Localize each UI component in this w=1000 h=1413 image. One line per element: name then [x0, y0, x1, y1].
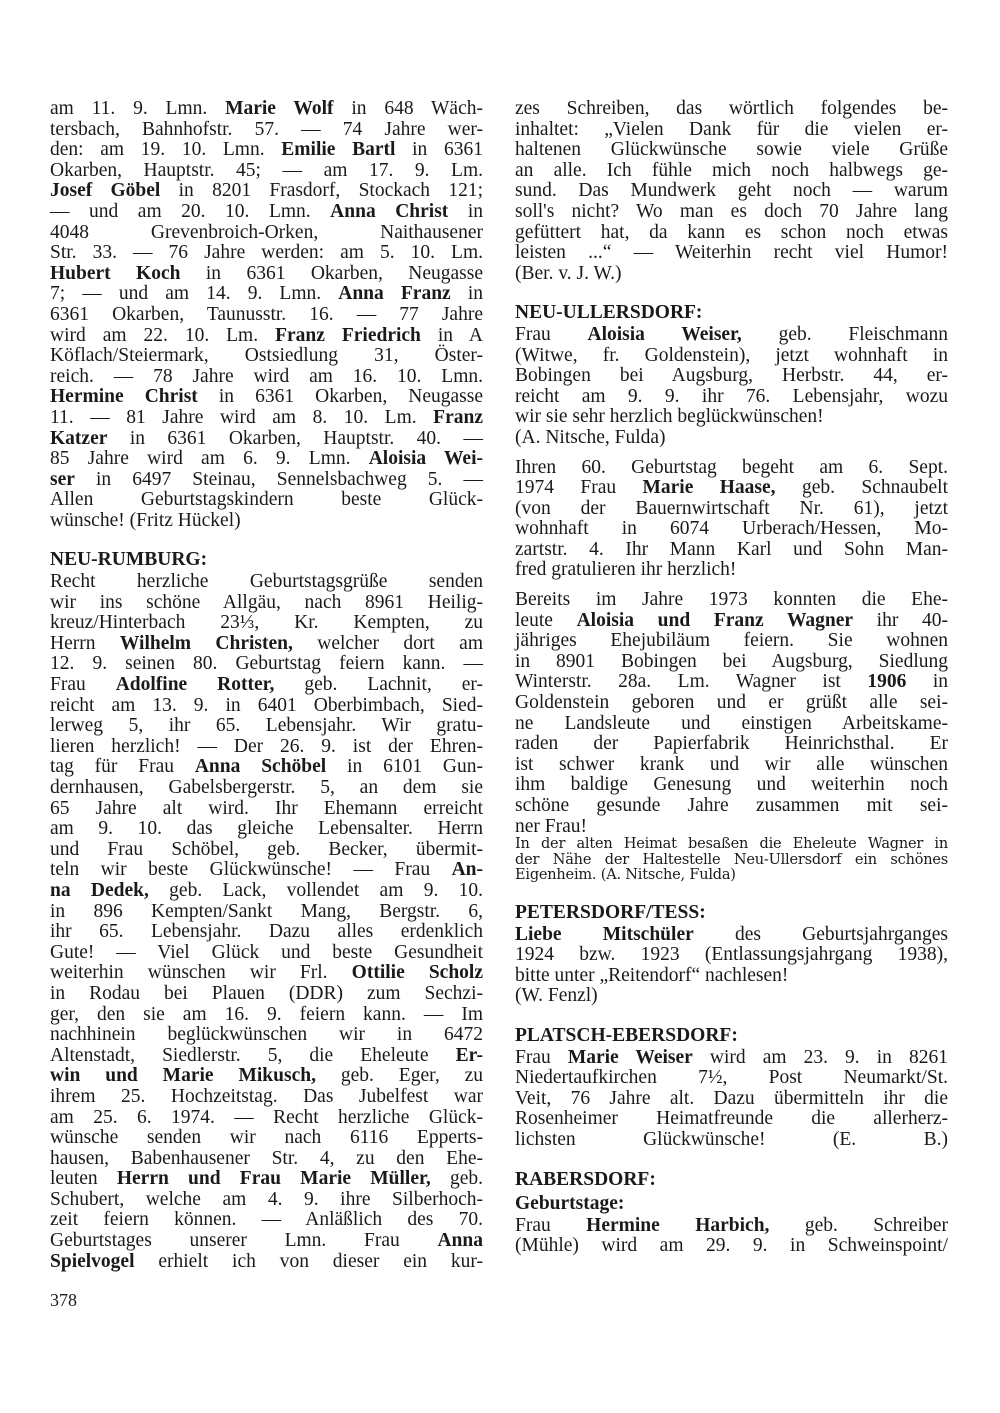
text-line [515, 868, 948, 884]
text-line [50, 243, 483, 264]
text-segment: RABERSDORF: [515, 1168, 656, 1190]
text-segment: zes Schreiben, das wörtlich folgendes be- [515, 98, 948, 119]
bold-name: Adolfine Rotter, [115, 674, 275, 696]
text-line [50, 550, 483, 571]
paragraph [50, 572, 483, 1272]
text-segment: Frau [50, 674, 116, 696]
text-segment: wünsche! (Fritz Hückel) [50, 509, 241, 531]
text-line [515, 99, 948, 120]
text-segment: ihr 40- [853, 609, 948, 631]
text-segment: (von der Bauernwirtschaft Nr. 61), jetzt [515, 497, 948, 519]
text-line [515, 1170, 948, 1191]
text-line [515, 945, 948, 966]
section-heading [515, 1170, 948, 1191]
bold-name: Marie Weiser [567, 1046, 693, 1068]
text-segment: des Geburtsjahrganges [693, 923, 949, 945]
author-signature [515, 428, 948, 449]
text-segment: in 6497 Steinau, Sennelsbachweg 5. — [74, 468, 483, 490]
bold-name: Marie Haase, [642, 477, 776, 499]
bold-name: na Dedek, [50, 879, 149, 901]
text-segment: wohnhaft in 6074 Urberach/Hessen, Mo- [515, 518, 948, 540]
text-line [50, 264, 483, 285]
text-line [50, 1210, 483, 1231]
text-segment: erhielt ich von dieser ein kur- [134, 1250, 483, 1272]
text-segment: in A [420, 324, 483, 346]
text-segment: tersbach, Bahnhofstr. 57. — 74 Jahre wer- [50, 118, 483, 140]
bold-name: Anna Franz [338, 283, 451, 305]
text-segment: geb. Lack, vollendet am 9. 10. [148, 879, 483, 901]
text-line [515, 387, 948, 408]
text-line [515, 407, 948, 428]
text-line [50, 881, 483, 902]
text-segment: an alle. Ich fühle mich noch halbwegs ge- [515, 159, 948, 181]
text-line [50, 470, 483, 491]
section-heading [515, 1194, 948, 1215]
bold-name: win und Marie Mikusch, [50, 1065, 316, 1087]
text-segment: in 6361 Okarben, Neugasse [180, 262, 483, 284]
text-segment: der Nähe der Haltestelle Neu-Ullersdorf ein schönes [515, 851, 948, 868]
section-heading [515, 303, 948, 324]
bold-name: Franz [433, 406, 483, 428]
text-segment: Altenstadt, Siedlerstr. 5, die Eheleute [50, 1044, 456, 1066]
text-segment: 1974 Frau [515, 477, 643, 499]
text-line [50, 387, 483, 408]
bold-name: Herrn und Frau Marie Müller, [116, 1168, 431, 1190]
bold-name: An- [451, 859, 483, 881]
text-segment: Schubert, welche am 4. 9. ihre Silberhoch- [50, 1188, 483, 1210]
text-segment: und Frau Schöbel, geb. Becker, übermit- [50, 838, 483, 860]
text-line [515, 366, 948, 387]
text-line [515, 611, 948, 632]
bold-name: Josef Göbel [50, 180, 161, 202]
bold-name: Wilhelm Christen, [119, 632, 293, 654]
text-line [50, 490, 483, 511]
bold-name: 1906 [867, 671, 907, 693]
text-segment: Okarben, Hauptstr. 45; — am 17. 9. Lm. [50, 159, 483, 181]
paragraph [515, 1048, 948, 1151]
text-line [50, 860, 483, 881]
text-line [515, 540, 948, 561]
paragraph [515, 925, 948, 987]
text-line [515, 714, 948, 735]
text-segment: Allen Geburtstagskindern beste Glück- [50, 489, 483, 511]
text-segment: 12. 9. seinen 80. Geburtstag feiern kann. — [50, 653, 483, 675]
text-line [50, 1025, 483, 1046]
text-line [50, 572, 483, 593]
text-line [515, 817, 948, 838]
text-line [50, 223, 483, 244]
paragraph [50, 99, 483, 531]
text-segment: raden der Papierfabrik Heinrichsthal. Er [515, 733, 948, 755]
text-segment: wir ins schöne Allgäu, nach 8961 Heilig- [50, 591, 483, 613]
text-segment: Geburtstage: [515, 1193, 625, 1215]
author-signature [515, 264, 948, 285]
text-segment: tag für Frau [50, 756, 195, 778]
text-segment: Frau [515, 1214, 587, 1236]
text-segment: wünsche senden wir nach 6116 Epperts- [50, 1127, 483, 1149]
text-line [515, 903, 948, 924]
text-line [515, 1068, 948, 1089]
text-line [515, 264, 948, 285]
text-segment: Winterstr. 28a. Lm. Wagner ist [515, 671, 868, 693]
text-segment: geb. Lachnit, er- [274, 674, 483, 696]
text-segment: NEU-RUMBURG: [50, 549, 208, 571]
text-line [50, 1066, 483, 1087]
bold-name: Aloisia und Franz Wagner [576, 609, 854, 631]
text-line [515, 590, 948, 611]
bold-name: Liebe Mitschüler [515, 923, 694, 945]
paragraph [515, 1216, 948, 1257]
text-line [515, 478, 948, 499]
text-segment: am 11. 9. Lmn. [50, 98, 226, 119]
text-segment: geb. Eger, zu [315, 1065, 483, 1087]
text-line [50, 819, 483, 840]
footnote-paragraph [515, 837, 948, 884]
text-segment: Recht herzliche Geburtstagsgrüße senden [50, 571, 483, 593]
text-line [515, 1216, 948, 1237]
text-segment: PETERSDORF/TESS: [515, 901, 706, 923]
paragraph [515, 458, 948, 582]
text-line [515, 140, 948, 161]
text-line [515, 1089, 948, 1110]
text-segment: zeit feiern können. — Anläßlich des 70. [50, 1209, 483, 1231]
text-segment: welcher dort am [292, 632, 483, 654]
text-line [515, 853, 948, 869]
text-segment: in Rodau bei Plauen (DDR) zum Sechzi- [50, 982, 483, 1004]
text-segment: in 896 Kempten/Sankt Mang, Bergstr. 6, [50, 900, 483, 922]
text-segment: reich. — 78 Jahre wird am 16. 10. Lmn. [50, 365, 483, 387]
text-segment: 1924 bzw. 1923 (Entlassungsjahrgang 1938), [515, 944, 948, 966]
text-line [50, 593, 483, 614]
text-line [50, 1108, 483, 1129]
text-line [50, 1087, 483, 1108]
text-segment: lichsten Glückwünsche! (E. B.) [515, 1128, 948, 1150]
text-segment: reicht am 9. 9. ihr 76. Lebensjahr, wozu [515, 385, 948, 407]
bold-name: Katzer [50, 427, 108, 449]
text-line [50, 963, 483, 984]
text-segment: ger, den sie am 16. 9. feiern kann. — Im [50, 1003, 483, 1025]
text-segment: Rosenheimer Heimatfreunde die allerherz- [515, 1108, 948, 1130]
text-segment: ihm baldige Genesung und weiterhin noch [515, 774, 948, 796]
text-line [515, 631, 948, 652]
text-segment: Herrn [50, 632, 120, 654]
author-signature [515, 986, 948, 1007]
text-segment: geb. Schreiber [769, 1214, 948, 1236]
text-line [515, 925, 948, 946]
text-line [50, 757, 483, 778]
paragraph [515, 99, 948, 264]
text-segment: ner Frau! [515, 815, 588, 837]
text-segment: lieren herzlich! — Der 26. 9. ist der Ehren- [50, 735, 483, 757]
text-segment: in [906, 671, 948, 693]
text-segment: haltenen Glückwünsche sowie viele Grüße [515, 139, 948, 161]
text-segment: ist schwer krank und wir alle wünschen [515, 753, 948, 775]
text-line [515, 325, 948, 346]
text-line [50, 943, 483, 964]
text-segment: den: am 19. 10. Lmn. [50, 139, 282, 161]
text-segment: Str. 33. — 76 Jahre werden: am 5. 10. Lm. [50, 242, 483, 264]
text-segment: gefüttert hat, da kann es schon noch etwas [515, 221, 948, 243]
text-segment: Goldenstein geboren und er grüßt alle sei- [515, 692, 948, 714]
text-line [50, 181, 483, 202]
text-segment: soll's nicht? Wo man es doch 70 Jahre lang [515, 200, 948, 222]
text-segment: ihrem 25. Hochzeitstag. Das Jubelfest war [50, 1085, 483, 1107]
text-line [515, 346, 948, 367]
text-line [515, 775, 948, 796]
column-left [50, 99, 483, 1272]
text-line [515, 693, 948, 714]
text-line [515, 986, 948, 1007]
bold-name: Er- [455, 1044, 483, 1066]
text-segment: am 25. 6. 1974. — Recht herzliche Glück- [50, 1106, 483, 1128]
text-segment: Veit, 76 Jahre alt. Dazu übermitteln ihr die [515, 1087, 948, 1109]
text-line [50, 326, 483, 347]
text-segment: in 8201 Frasdorf, Stockach 121; [160, 180, 483, 202]
text-segment: leuten [50, 1168, 117, 1190]
text-line [515, 1194, 948, 1215]
text-segment: Geburtstages unserer Lmn. Frau [50, 1230, 438, 1252]
text-line [50, 613, 483, 634]
text-line [515, 1236, 948, 1257]
text-segment: 6361 Okarben, Taunusstr. 16. — 77 Jahre [50, 303, 483, 325]
text-line [515, 734, 948, 755]
text-segment: 7; — und am 14. 9. Lmn. [50, 283, 339, 305]
bold-name: ser [50, 468, 75, 490]
text-line [50, 346, 483, 367]
text-line [50, 696, 483, 717]
bold-name: Anna Christ [330, 200, 449, 222]
text-line [50, 737, 483, 758]
text-segment: geb. Fleischmann [741, 323, 948, 345]
text-segment: Niedertaufkirchen 7½, Post Neumarkt/St. [515, 1067, 948, 1089]
text-line [515, 1026, 948, 1047]
text-line [50, 654, 483, 675]
text-segment: leisten ...“ — Weiterhin recht viel Humor! [515, 242, 948, 264]
text-segment: in 8901 Bobingen bei Augsburg, Siedlung [515, 650, 948, 672]
text-segment: geb. Schnaubelt [775, 477, 948, 499]
text-line [50, 202, 483, 223]
text-segment: Gute! — Viel Glück und beste Gesundheit [50, 941, 483, 963]
text-line [515, 202, 948, 223]
text-line [50, 634, 483, 655]
text-segment: sund. Das Mundwerk geht noch — warum [515, 180, 948, 202]
bold-name: Aloisia Weiser, [587, 323, 742, 345]
text-line [515, 837, 948, 853]
text-line [50, 984, 483, 1005]
text-segment: leute [515, 609, 577, 631]
text-line [50, 716, 483, 737]
text-segment: kreuz/Hinterbach 23⅓, Kr. Kempten, zu [50, 612, 483, 634]
text-line [50, 367, 483, 388]
text-segment: in 6101 Gun- [326, 756, 484, 778]
text-segment: schöne gesunde Jahre zusammen mit sei- [515, 795, 948, 816]
text-segment: nachhinein beglückwünschen wir in 6472 [50, 1024, 483, 1046]
text-segment: Eigenheim. (A. Nitsche, Fulda) [515, 867, 736, 884]
bold-name: Emilie Bartl [281, 139, 396, 161]
paragraph [515, 325, 948, 428]
bold-name: Hermine Christ [50, 386, 198, 408]
text-line [50, 1128, 483, 1149]
paragraph [515, 590, 948, 837]
text-line [50, 408, 483, 429]
text-line [50, 284, 483, 305]
text-segment: in 6361 Okarben, Hauptstr. 40. — [107, 427, 483, 449]
text-segment: Bereits im Jahre 1973 konnten die Ehe- [515, 589, 948, 611]
text-line [515, 223, 948, 244]
text-segment: am 9. 10. das gleiche Lebensalter. Herrn [50, 818, 483, 840]
text-line [515, 1048, 948, 1069]
text-segment: inhaltet: „Vielen Dank für die vielen er- [515, 118, 948, 140]
text-segment: PLATSCH-EBERSDORF: [515, 1024, 738, 1046]
bold-name: Franz Friedrich [275, 324, 421, 346]
text-segment: wird am 23. 9. in 8261 [692, 1046, 948, 1068]
bold-name: Marie Wolf [225, 98, 334, 119]
text-line [50, 1005, 483, 1026]
text-segment: Frau [515, 323, 588, 345]
text-line [50, 1149, 483, 1170]
text-line [515, 1109, 948, 1130]
text-line [515, 966, 948, 987]
text-segment: reicht am 13. 9. in 6401 Oberbimbach, Sied- [50, 694, 483, 716]
text-line [50, 675, 483, 696]
text-segment: in 6361 Okarben, Neugasse [197, 386, 483, 408]
text-segment: ihr 65. Lebensjahr. Dazu alles erdenklich [50, 921, 483, 943]
text-line [515, 755, 948, 776]
text-segment: wird am 22. 10. Lm. [50, 324, 276, 346]
text-line [50, 305, 483, 326]
text-segment: ne Landsleute und einstigen Arbeitskame- [515, 712, 948, 734]
text-line [50, 1231, 483, 1252]
text-line [50, 902, 483, 923]
text-line [515, 303, 948, 324]
text-line [515, 560, 948, 581]
text-line [515, 243, 948, 264]
section-heading [50, 550, 483, 571]
text-line [50, 449, 483, 470]
text-line [50, 429, 483, 450]
text-line [50, 840, 483, 861]
text-segment: wir sie sehr herzlich beglückwünschen! [515, 406, 824, 428]
bold-name: Anna Schöbel [194, 756, 327, 778]
text-line [50, 1169, 483, 1190]
text-segment: (Ber. v. J. W.) [515, 262, 622, 284]
text-line [50, 120, 483, 141]
text-segment: — und am 20. 10. Lmn. [50, 200, 331, 222]
text-segment: in 6361 [395, 139, 483, 161]
text-segment: in [450, 283, 484, 305]
text-segment: lerweg 5, ihr 65. Lebensjahr. Wir gratu- [50, 715, 483, 737]
page-number: 378 [50, 1290, 77, 1310]
text-line [515, 458, 948, 479]
text-segment: hausen, Babenhausener Str. 4, zu den Ehe- [50, 1147, 483, 1169]
text-segment: NEU-ULLERSDORF: [515, 302, 703, 324]
text-line [515, 652, 948, 673]
text-segment: teln wir beste Glückwünsche! — Frau [50, 859, 452, 881]
text-segment: 85 Jahre wird am 6. 9. Lmn. [50, 448, 369, 470]
text-segment: bitte unter „Reitendorf“ nachlesen! [515, 964, 789, 986]
text-segment: jähriges Ehejubiläum feiern. Sie wohnen [515, 630, 948, 652]
text-line [50, 922, 483, 943]
bold-name: Spielvogel [50, 1250, 135, 1272]
text-segment: in 648 Wäch- [333, 98, 483, 119]
text-line [515, 672, 948, 693]
text-line [50, 1190, 483, 1211]
text-segment: 65 Jahre alt wird. Ihr Ehemann erreicht [50, 797, 483, 819]
text-segment: (W. Fenzl) [515, 985, 598, 1007]
text-line [515, 181, 948, 202]
text-segment: (A. Nitsche, Fulda) [515, 426, 666, 448]
text-segment: geb. [430, 1168, 483, 1190]
text-line [50, 799, 483, 820]
text-segment: Bobingen bei Augsburg, Herbstr. 44, er- [515, 365, 948, 387]
section-heading [515, 903, 948, 924]
text-segment: (Mühle) wird am 29. 9. in Schweinspoint/ [515, 1235, 948, 1257]
text-segment: in [448, 200, 484, 222]
text-line [515, 428, 948, 449]
text-line [50, 1252, 483, 1273]
bold-name: Aloisia Wei- [368, 448, 484, 470]
text-line [515, 499, 948, 520]
text-segment: weiterhin wünschen wir Frl. [50, 962, 352, 984]
text-segment: dernhausen, Gabelsbergerstr. 5, an dem sie [50, 777, 483, 798]
text-segment: In der alten Heimat besaßen die Eheleute Wagner in [515, 836, 948, 853]
text-segment: Ihren 60. Geburtstag begeht am 6. Sept. [515, 456, 948, 478]
text-line [515, 519, 948, 540]
text-segment: Frau [515, 1046, 568, 1068]
section-heading [515, 1026, 948, 1047]
text-line [515, 1130, 948, 1151]
text-line [515, 161, 948, 182]
bold-name: Hermine Harbich, [586, 1214, 770, 1236]
bold-name: Ottilie Scholz [351, 962, 484, 984]
bold-name: Hubert Koch [50, 262, 181, 284]
column-right [515, 99, 948, 1257]
text-line [515, 120, 948, 141]
text-line [50, 511, 483, 532]
text-line [50, 1046, 483, 1067]
text-line [515, 796, 948, 817]
text-segment: 11. — 81 Jahre wird am 8. 10. Lm. [50, 406, 434, 428]
text-line [50, 161, 483, 182]
text-line [50, 778, 483, 799]
text-line [50, 140, 483, 161]
bold-name: Anna [437, 1230, 483, 1252]
text-segment: 4048 Grevenbroich-Orken, Naithausener [50, 221, 483, 243]
text-segment: Köflach/Steiermark, Ostsiedlung 31, Öster- [50, 345, 483, 367]
text-segment: zartstr. 4. Ihr Mann Karl und Sohn Man- [515, 538, 948, 560]
text-segment: (Witwe, fr. Goldenstein), jetzt wohnhaft in [515, 344, 948, 366]
text-segment: fred gratulieren ihr herzlich! [515, 559, 737, 581]
text-line [50, 99, 483, 120]
